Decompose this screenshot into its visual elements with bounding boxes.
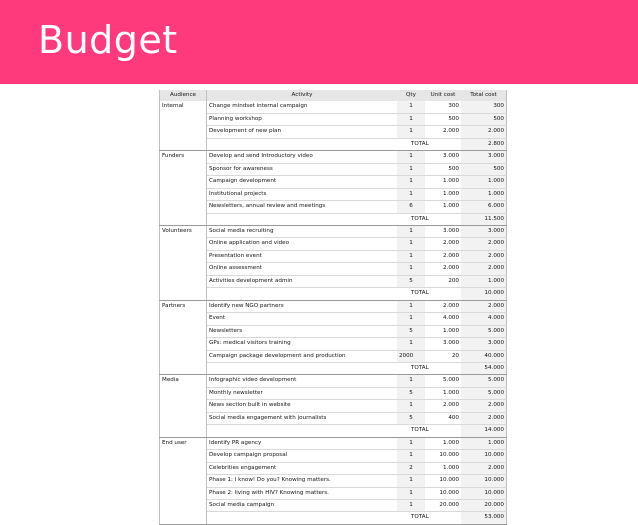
unit-cost-cell: 500 bbox=[425, 113, 461, 125]
total-cost-cell: 4.000 bbox=[461, 313, 507, 325]
activity-cell: Phase 1: I know! Do you? Knowing matters. bbox=[207, 475, 398, 487]
unit-cost-cell: 2.000 bbox=[425, 126, 461, 138]
activity-cell: Planning workshop bbox=[207, 113, 398, 125]
activity-cell: Institutional projects bbox=[207, 188, 398, 200]
group-total-value: 14.000 bbox=[461, 425, 507, 437]
total-cost-cell: 2.000 bbox=[461, 412, 507, 424]
audience-cell: Partners bbox=[160, 300, 207, 375]
unit-cost-cell: 4.000 bbox=[425, 313, 461, 325]
qty-cell: 1 bbox=[397, 225, 425, 237]
table-row bbox=[160, 387, 507, 399]
total-cost-cell: 1.000 bbox=[461, 188, 507, 200]
unit-cost-cell: 1.000 bbox=[425, 462, 461, 474]
total-spacer bbox=[207, 425, 398, 437]
qty-cell: 2000 bbox=[397, 350, 425, 362]
activity-cell: Develop campaign proposal bbox=[207, 450, 398, 462]
total-cost-cell: 10.000 bbox=[461, 475, 507, 487]
activity-cell: Sponsor for awareness bbox=[207, 163, 398, 175]
activity-cell: Phase 2: living with HIV? Knowing matters. bbox=[207, 487, 398, 499]
unit-cost-cell: 1.000 bbox=[425, 188, 461, 200]
unit-cost-cell: 1.000 bbox=[425, 387, 461, 399]
unit-cost-cell: 3.000 bbox=[425, 151, 461, 163]
table-row bbox=[160, 201, 507, 213]
table-row bbox=[160, 263, 507, 275]
activity-cell: Online assessment bbox=[207, 263, 398, 275]
total-cost-cell: 3.000 bbox=[461, 338, 507, 350]
table-row bbox=[160, 412, 507, 424]
activity-cell: Activities development admin bbox=[207, 275, 398, 287]
total-cost-cell: 2.000 bbox=[461, 126, 507, 138]
table-row bbox=[160, 300, 507, 312]
qty-cell: 1 bbox=[397, 400, 425, 412]
audience-cell: Internal bbox=[160, 101, 207, 150]
total-label: TOTAL bbox=[397, 138, 461, 150]
total-cost-cell: 2.000 bbox=[461, 263, 507, 275]
total-cost-cell: 2.000 bbox=[461, 250, 507, 262]
table-row bbox=[160, 188, 507, 200]
activity-cell: Newsletters bbox=[207, 325, 398, 337]
qty-cell: 1 bbox=[397, 487, 425, 499]
total-spacer bbox=[207, 512, 398, 524]
total-spacer bbox=[207, 362, 398, 374]
audience-cell: Funders bbox=[160, 151, 207, 226]
qty-cell: 1 bbox=[397, 338, 425, 350]
header-unit-cost: Unit cost bbox=[425, 90, 461, 101]
table-row bbox=[160, 275, 507, 287]
total-label: TOTAL bbox=[397, 288, 461, 300]
activity-cell: Campaign development bbox=[207, 176, 398, 188]
total-cost-cell: 3.000 bbox=[461, 225, 507, 237]
table-header-row bbox=[160, 90, 507, 101]
unit-cost-cell: 2.000 bbox=[425, 400, 461, 412]
qty-cell: 1 bbox=[397, 151, 425, 163]
total-label: TOTAL bbox=[397, 512, 461, 524]
activity-cell: Identify new NGO partners bbox=[207, 300, 398, 312]
total-cost-cell: 300 bbox=[461, 101, 507, 113]
slide-header-band bbox=[0, 0, 638, 84]
total-row bbox=[160, 425, 507, 437]
activity-cell: Develop and send Introductory video bbox=[207, 151, 398, 163]
total-row bbox=[160, 362, 507, 374]
total-label: TOTAL bbox=[397, 362, 461, 374]
unit-cost-cell: 200 bbox=[425, 275, 461, 287]
table-row bbox=[160, 225, 507, 237]
slide-title: Budget bbox=[38, 18, 178, 62]
table-row bbox=[160, 238, 507, 250]
activity-cell: Social media campaign bbox=[207, 499, 398, 511]
qty-cell: 1 bbox=[397, 126, 425, 138]
table-row bbox=[160, 313, 507, 325]
group-total-value: 53.000 bbox=[461, 512, 507, 524]
total-cost-cell: 3.000 bbox=[461, 151, 507, 163]
activity-cell: Development of new plan bbox=[207, 126, 398, 138]
unit-cost-cell: 500 bbox=[425, 163, 461, 175]
table-row bbox=[160, 151, 507, 163]
activity-cell: Online application and video bbox=[207, 238, 398, 250]
table-row bbox=[160, 338, 507, 350]
header-activity: Activity bbox=[207, 90, 398, 101]
group-total-value: 2.800 bbox=[461, 138, 507, 150]
table-row bbox=[160, 176, 507, 188]
table-row bbox=[160, 499, 507, 511]
activity-cell: Change mindset internal campaign bbox=[207, 101, 398, 113]
total-cost-cell: 1.000 bbox=[461, 275, 507, 287]
activity-cell: Monthly newsletter bbox=[207, 387, 398, 399]
table-row bbox=[160, 375, 507, 387]
qty-cell: 1 bbox=[397, 450, 425, 462]
activity-cell: Celebrities engagement bbox=[207, 462, 398, 474]
total-cost-cell: 1.000 bbox=[461, 437, 507, 449]
total-cost-cell: 5.000 bbox=[461, 387, 507, 399]
unit-cost-cell: 1.000 bbox=[425, 201, 461, 213]
budget-table-body bbox=[160, 101, 507, 524]
header-audience: Audience bbox=[160, 90, 207, 101]
total-row bbox=[160, 512, 507, 524]
total-cost-cell: 2.000 bbox=[461, 400, 507, 412]
unit-cost-cell: 2.000 bbox=[425, 250, 461, 262]
total-cost-cell: 6.000 bbox=[461, 201, 507, 213]
table-row bbox=[160, 101, 507, 113]
qty-cell: 5 bbox=[397, 325, 425, 337]
table-row bbox=[160, 163, 507, 175]
qty-cell: 1 bbox=[397, 499, 425, 511]
unit-cost-cell: 20 bbox=[425, 350, 461, 362]
table-row bbox=[160, 437, 507, 449]
unit-cost-cell: 1.000 bbox=[425, 437, 461, 449]
qty-cell: 1 bbox=[397, 375, 425, 387]
qty-cell: 1 bbox=[397, 437, 425, 449]
total-cost-cell: 2.000 bbox=[461, 238, 507, 250]
qty-cell: 6 bbox=[397, 201, 425, 213]
unit-cost-cell: 10.000 bbox=[425, 475, 461, 487]
table-row bbox=[160, 250, 507, 262]
table-row bbox=[160, 487, 507, 499]
total-cost-cell: 2.000 bbox=[461, 300, 507, 312]
group-total-value: 11.500 bbox=[461, 213, 507, 225]
qty-cell: 1 bbox=[397, 163, 425, 175]
total-cost-cell: 2.000 bbox=[461, 462, 507, 474]
qty-cell: 1 bbox=[397, 475, 425, 487]
activity-cell: Campaign package development and production bbox=[207, 350, 398, 362]
table-row bbox=[160, 462, 507, 474]
unit-cost-cell: 3.000 bbox=[425, 225, 461, 237]
total-cost-cell: 500 bbox=[461, 113, 507, 125]
unit-cost-cell: 1.000 bbox=[425, 176, 461, 188]
budget-table bbox=[159, 90, 507, 525]
table-row bbox=[160, 126, 507, 138]
group-total-value: 54.000 bbox=[461, 362, 507, 374]
unit-cost-cell: 2.000 bbox=[425, 263, 461, 275]
table-row bbox=[160, 113, 507, 125]
total-spacer bbox=[207, 288, 398, 300]
qty-cell: 1 bbox=[397, 101, 425, 113]
activity-cell: Event bbox=[207, 313, 398, 325]
unit-cost-cell: 1.000 bbox=[425, 325, 461, 337]
qty-cell: 1 bbox=[397, 263, 425, 275]
total-label: TOTAL bbox=[397, 213, 461, 225]
qty-cell: 2 bbox=[397, 462, 425, 474]
qty-cell: 1 bbox=[397, 188, 425, 200]
activity-cell: Identify PR agency bbox=[207, 437, 398, 449]
unit-cost-cell: 2.000 bbox=[425, 238, 461, 250]
activity-cell: GPs: medical visitors training bbox=[207, 338, 398, 350]
qty-cell: 5 bbox=[397, 275, 425, 287]
total-cost-cell: 20.000 bbox=[461, 499, 507, 511]
unit-cost-cell: 3.000 bbox=[425, 338, 461, 350]
table-row bbox=[160, 400, 507, 412]
table-row bbox=[160, 350, 507, 362]
total-cost-cell: 1.000 bbox=[461, 176, 507, 188]
total-cost-cell: 40.000 bbox=[461, 350, 507, 362]
total-row bbox=[160, 213, 507, 225]
qty-cell: 5 bbox=[397, 387, 425, 399]
activity-cell: Infographic video development bbox=[207, 375, 398, 387]
total-row bbox=[160, 288, 507, 300]
total-spacer bbox=[207, 213, 398, 225]
unit-cost-cell: 300 bbox=[425, 101, 461, 113]
qty-cell: 1 bbox=[397, 176, 425, 188]
activity-cell: News section built in website bbox=[207, 400, 398, 412]
qty-cell: 1 bbox=[397, 313, 425, 325]
total-cost-cell: 10.000 bbox=[461, 450, 507, 462]
group-total-value: 10.000 bbox=[461, 288, 507, 300]
activity-cell: Newsletters, annual review and meetings bbox=[207, 201, 398, 213]
activity-cell: Social media engagement with journalists bbox=[207, 412, 398, 424]
qty-cell: 5 bbox=[397, 412, 425, 424]
unit-cost-cell: 400 bbox=[425, 412, 461, 424]
header-qty: Qty bbox=[397, 90, 425, 101]
total-cost-cell: 5.000 bbox=[461, 375, 507, 387]
table-row bbox=[160, 325, 507, 337]
audience-cell: End user bbox=[160, 437, 207, 524]
unit-cost-cell: 2.000 bbox=[425, 300, 461, 312]
total-spacer bbox=[207, 138, 398, 150]
qty-cell: 1 bbox=[397, 300, 425, 312]
table-row bbox=[160, 450, 507, 462]
total-cost-cell: 500 bbox=[461, 163, 507, 175]
header-total-cost: Total cost bbox=[461, 90, 507, 101]
total-label: TOTAL bbox=[397, 425, 461, 437]
audience-cell: Media bbox=[160, 375, 207, 437]
qty-cell: 1 bbox=[397, 250, 425, 262]
total-cost-cell: 5.000 bbox=[461, 325, 507, 337]
table-row bbox=[160, 475, 507, 487]
activity-cell: Social media recruiting bbox=[207, 225, 398, 237]
activity-cell: Presentation event bbox=[207, 250, 398, 262]
audience-cell: Volunteers bbox=[160, 225, 207, 300]
qty-cell: 1 bbox=[397, 238, 425, 250]
unit-cost-cell: 20.000 bbox=[425, 499, 461, 511]
unit-cost-cell: 10.000 bbox=[425, 450, 461, 462]
total-row bbox=[160, 138, 507, 150]
unit-cost-cell: 5.000 bbox=[425, 375, 461, 387]
qty-cell: 1 bbox=[397, 113, 425, 125]
total-cost-cell: 10.000 bbox=[461, 487, 507, 499]
unit-cost-cell: 10.000 bbox=[425, 487, 461, 499]
